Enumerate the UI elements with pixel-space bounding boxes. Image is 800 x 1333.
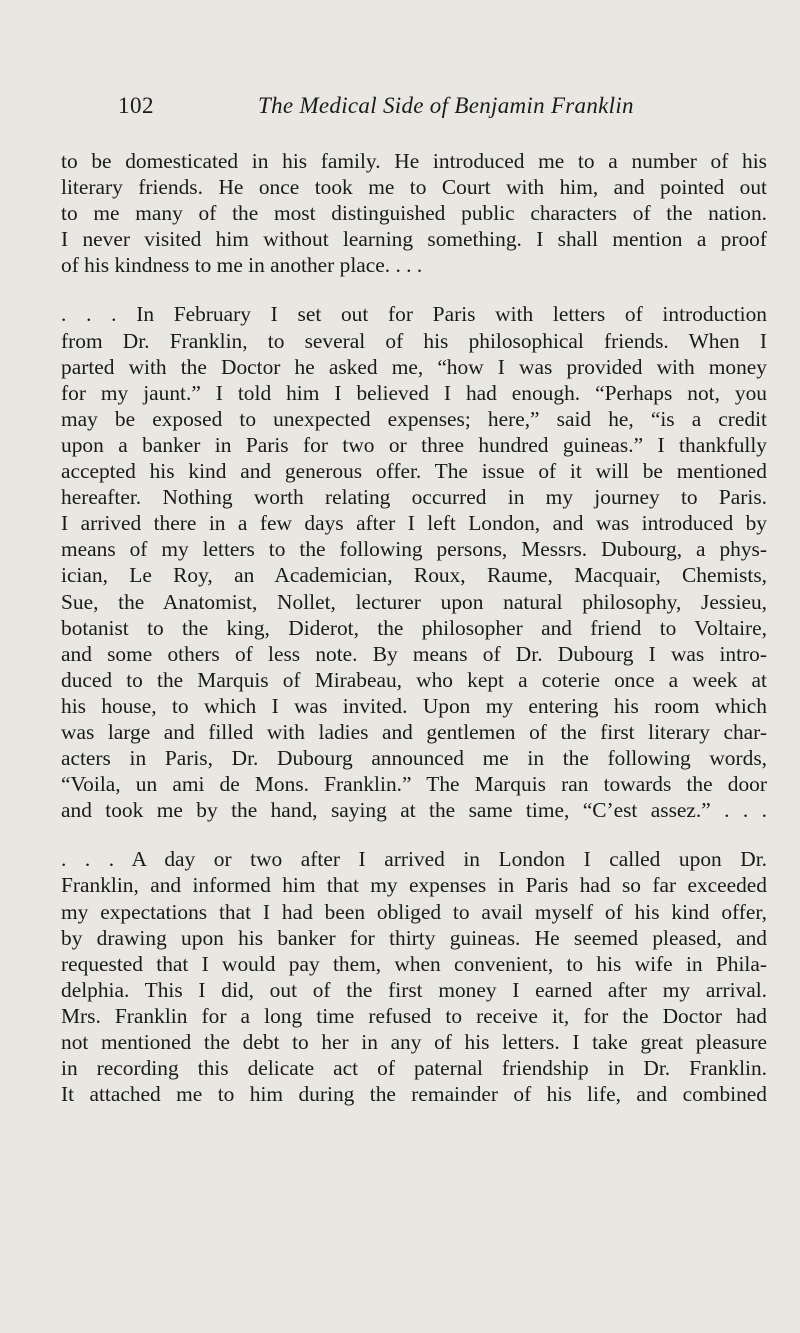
running-title: The Medical Side of Benjamin Franklin (258, 93, 634, 118)
text-line: my expectations that I had been obliged to avail myself of his kind offer, (61, 899, 767, 924)
text-line: upon a banker in Paris for two or three hundred guineas.” I thankfully (61, 432, 767, 457)
running-head (118, 93, 758, 123)
text-line: may be exposed to unexpected expenses; here,” said he, “is a credit (61, 406, 767, 431)
text-line: ician, Le Roy, an Academician, Roux, Raume, Macquair, Chemists, (61, 563, 767, 588)
text-line: means of my letters to the following persons, Messrs. Dubourg, a phys- (61, 537, 767, 562)
text-line: requested that I would pay them, when convenient, to his wife in Phila- (61, 951, 767, 976)
text-line: by drawing upon his banker for thirty guineas. He seemed pleased, and (61, 925, 767, 950)
text-line: Sue, the Anatomist, Nollet, lecturer upon natural philosophy, Jessieu, (61, 589, 767, 614)
text-line: to be domesticated in his family. He introduced me to a number of his (61, 149, 767, 173)
text-line: in recording this delicate act of paternal friendship in Dr. Franklin. (61, 1056, 767, 1081)
text-line: to me many of the most distinguished public characters of the nation. (61, 201, 767, 226)
text-line: of his kindness to me in another place. . . . (61, 253, 423, 278)
text-line: “Voila, un ami de Mons. Franklin.” The Marquis ran towards the door (61, 772, 767, 797)
text-line: acters in Paris, Dr. Dubourg announced me in the following words, (61, 746, 767, 771)
text-line: his house, to which I was invited. Upon my entering his room which (61, 693, 767, 718)
paragraph (61, 846, 767, 1107)
text-line: . . . In February I set out for Paris with letters of introduction (61, 302, 767, 327)
text-line: accepted his kind and generous offer. The issue of it will be mentioned (61, 459, 767, 484)
text-line: from Dr. Franklin, to several of his philosophical friends. When I (61, 328, 767, 353)
text-line: botanist to the king, Diderot, the philosopher and friend to Voltaire, (61, 615, 767, 640)
text-line: and some others of less note. By means of Dr. Dubourg I was intro- (61, 641, 767, 666)
text-line: was large and filled with ladies and gentlemen of the first literary char- (61, 719, 767, 744)
text-line: literary friends. He once took me to Court with him, and pointed out (61, 175, 767, 200)
text-line: I never visited him without learning something. I shall mention a proof (61, 227, 767, 252)
text-line: I arrived there in a few days after I left London, and was introduced by (61, 511, 767, 536)
text-line: delphia. This I did, out of the first money I earned after my arrival. (61, 977, 767, 1002)
text-line: and took me by the hand, saying at the same time, “C’est assez.” . . . (61, 798, 767, 823)
text-line: It attached me to him during the remainder of his life, and combined (61, 1082, 767, 1107)
paragraph (61, 148, 767, 278)
text-line: Mrs. Franklin for a long time refused to receive it, for the Doctor had (61, 1003, 767, 1028)
text-line: parted with the Doctor he asked me, “how I was provided with money (61, 354, 767, 379)
text-line: for my jaunt.” I told him I believed I had enough. “Perhaps not, you (61, 380, 767, 405)
page-number: 102 (118, 93, 154, 118)
text-line: hereafter. Nothing worth relating occurred in my journey to Paris. (61, 485, 767, 510)
text-line: . . . A day or two after I arrived in London I called upon Dr. (61, 847, 767, 872)
text-line: Franklin, and informed him that my expenses in Paris had so far exceeded (61, 873, 767, 898)
body-text (61, 148, 767, 1107)
text-line: not mentioned the debt to her in any of his letters. I take great pleasure (61, 1030, 767, 1054)
text-line: duced to the Marquis of Mirabeau, who kept a coterie once a week at (61, 667, 767, 692)
paragraph (61, 301, 767, 823)
